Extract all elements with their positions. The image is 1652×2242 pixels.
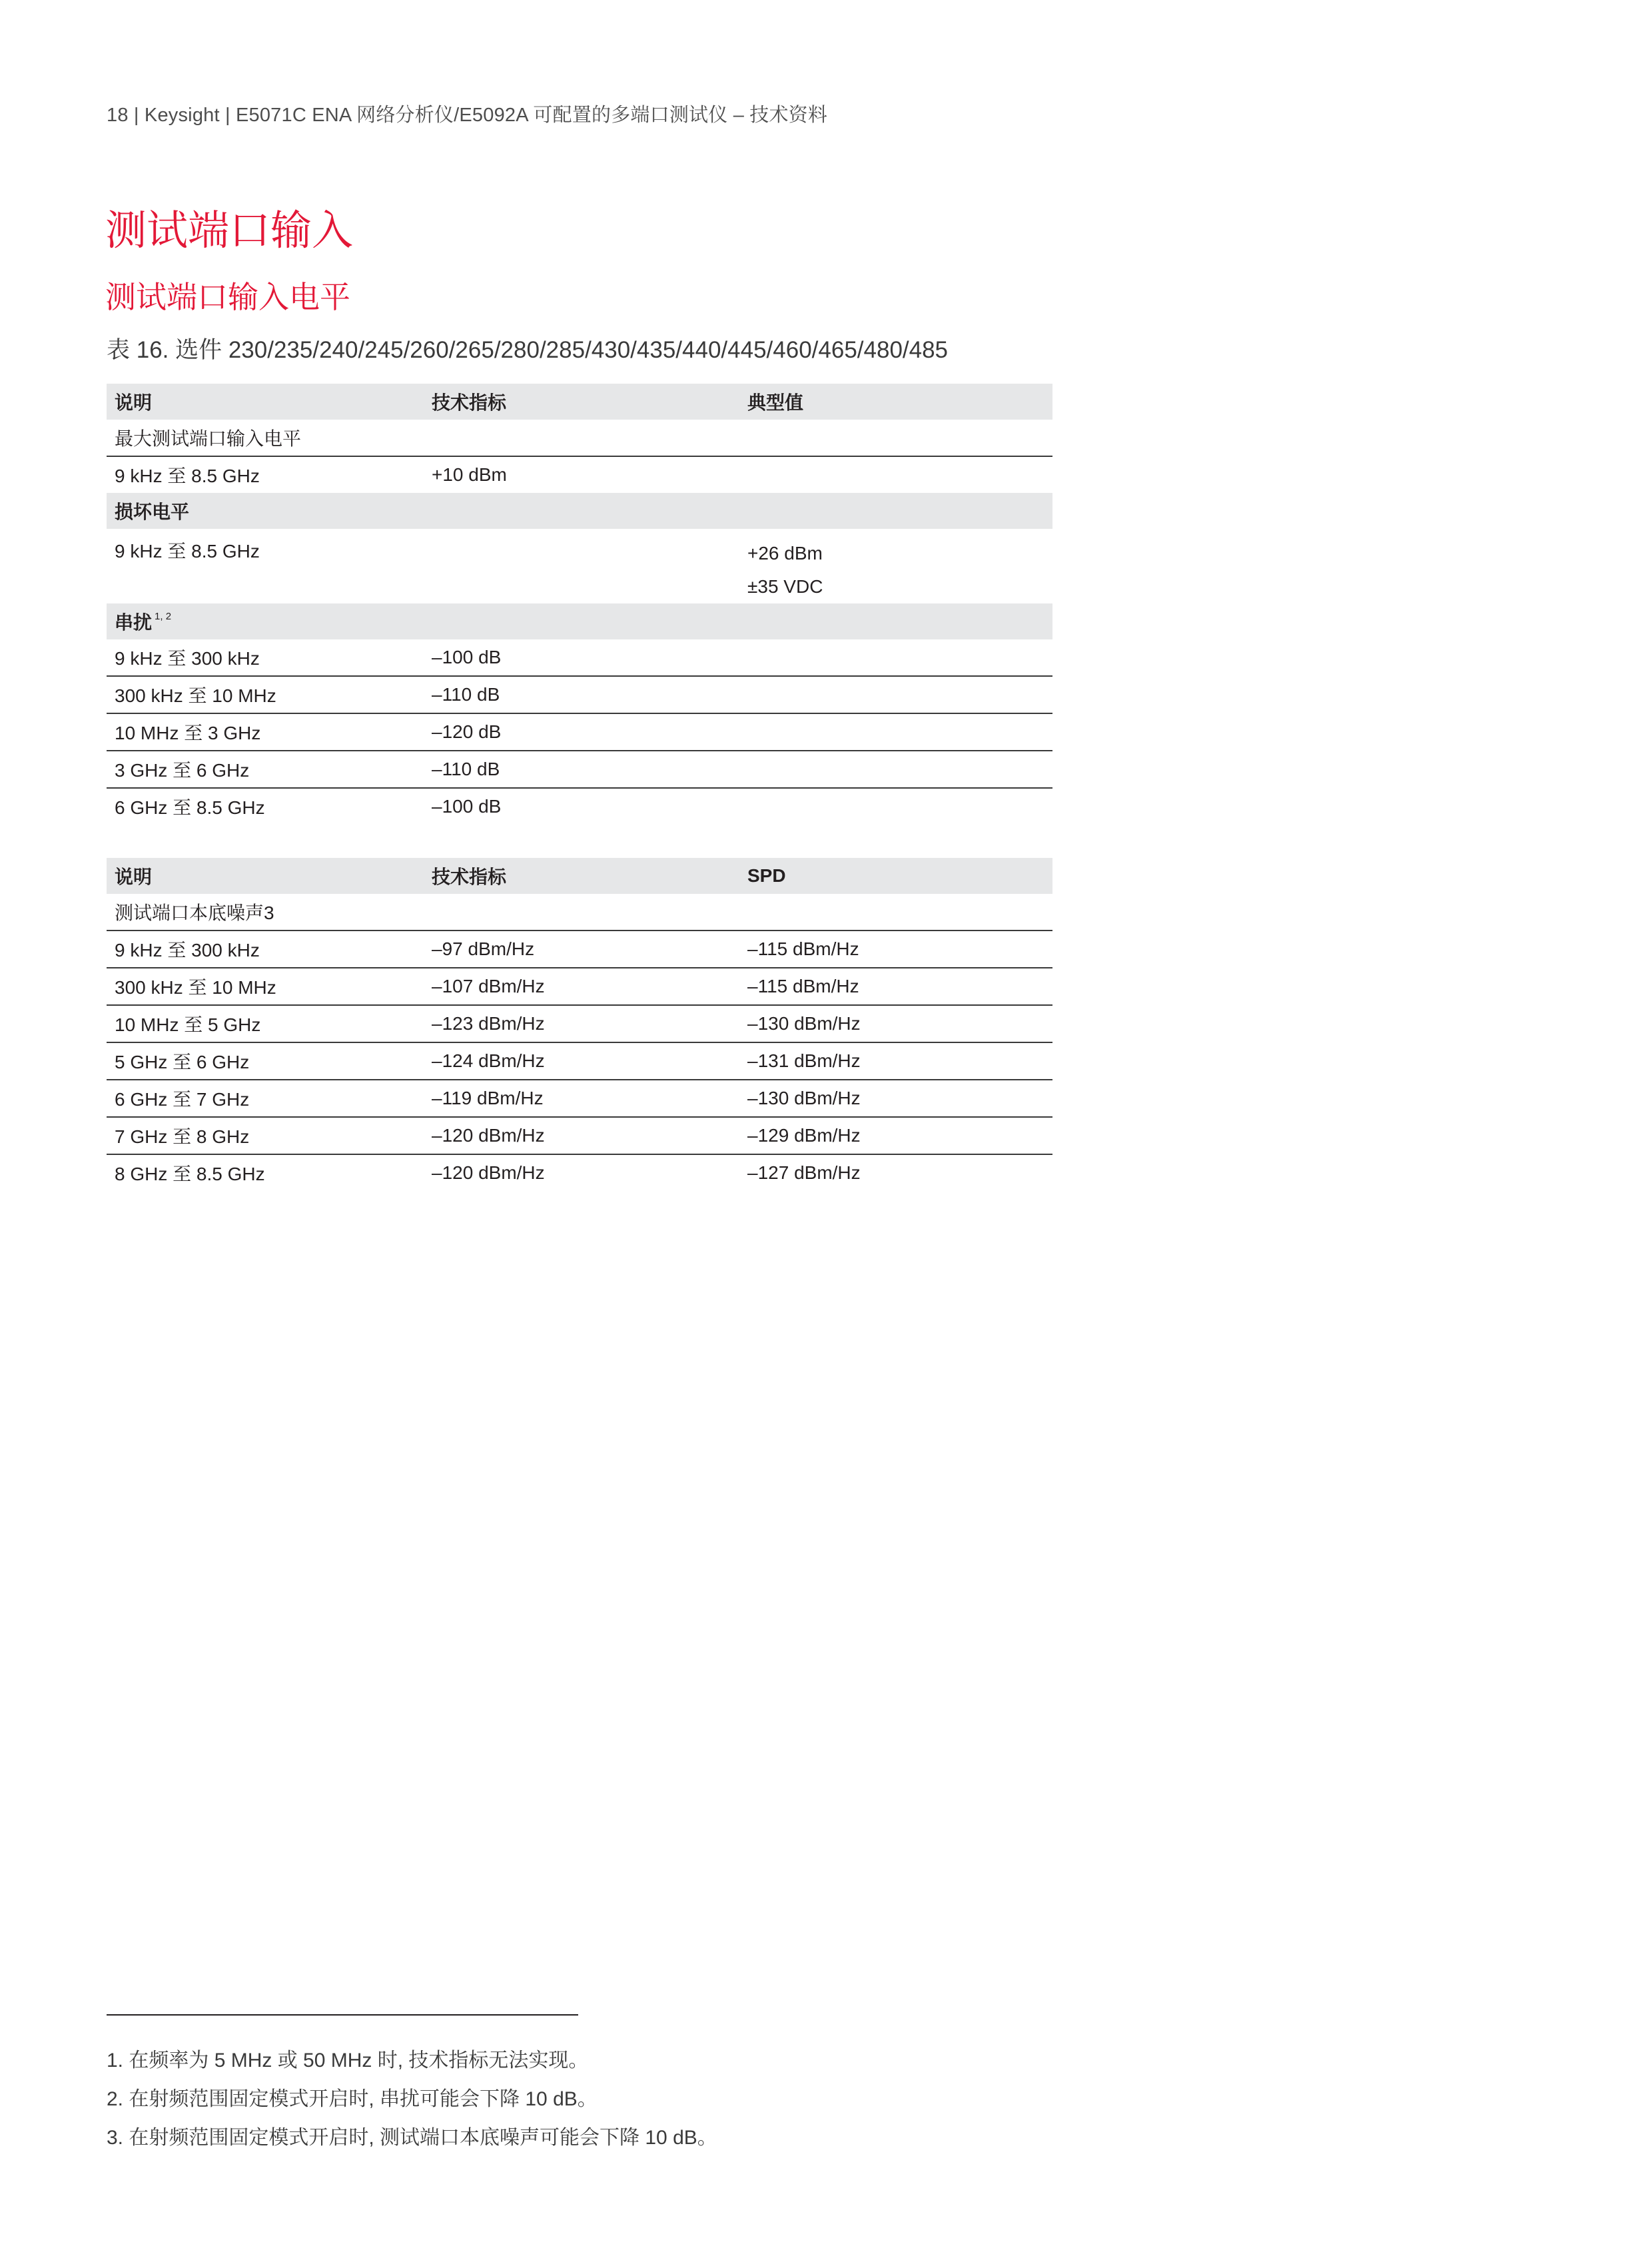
typical-value-2: ±35 VDC [747, 576, 823, 597]
cell-specification: –120 dB [424, 713, 739, 751]
cell-spd: –129 dBm/Hz [739, 1117, 1052, 1154]
cell-spd: –131 dBm/Hz [739, 1042, 1052, 1080]
cell-description: 9 kHz 至 8.5 GHz [115, 466, 260, 486]
header-description: 说明 [107, 858, 424, 894]
footnote-ref: 1, 2 [155, 611, 172, 622]
cell-description: 8 GHz 至 8.5 GHz [115, 1164, 265, 1184]
cell-typical [739, 676, 1052, 713]
input-level-table [107, 384, 1052, 825]
table-row [107, 639, 1052, 676]
cell-specification: –100 dB [424, 639, 739, 676]
table-row [107, 788, 1052, 825]
cell-specification: –120 dBm/Hz [424, 1117, 739, 1154]
group-label [107, 603, 1052, 639]
cell-description: 300 kHz 至 10 MHz [107, 968, 424, 1005]
noise-floor-table [107, 858, 1052, 1191]
cell-typical [739, 639, 1052, 676]
page-header: 18 | Keysight | E5071C ENA 网络分析仪/E5092A 可配置的多端口测试仪 – 技术资料 [107, 105, 828, 126]
cell-description: 6 GHz 至 8.5 GHz [115, 797, 265, 818]
cell-spd: –115 dBm/Hz [739, 968, 1052, 1005]
cell-spd: –130 dBm/Hz [739, 1080, 1052, 1117]
cell-spd: –115 dBm/Hz [739, 931, 1052, 968]
cell-typical [739, 456, 1052, 493]
table-row [107, 713, 1052, 751]
group-label-text: 串扰 [115, 612, 153, 633]
cell-typical [739, 788, 1052, 825]
footnote-2: 2. 在射频范围固定模式开启时, 串扰可能会下降 10 dB。 [107, 2088, 598, 2110]
cell-spd: –127 dBm/Hz [747, 1162, 861, 1183]
table-caption: 表 16. 选件 230/235/240/245/260/265/280/285/430/435/440/445/460/465/480/485 [107, 337, 949, 363]
table-row [107, 968, 1052, 1005]
cell-description: 9 kHz 至 8.5 GHz [115, 541, 260, 561]
header-specification: 技术指标 [424, 384, 739, 420]
table-row [107, 1154, 1052, 1191]
table-header-row [107, 384, 1052, 420]
header-description: 说明 [107, 384, 424, 420]
cell-specification: +10 dBm [432, 464, 507, 485]
table-header-row [107, 858, 1052, 894]
footnote-1: 1. 在频率为 5 MHz 或 50 MHz 时, 技术指标无法实现。 [107, 2050, 589, 2071]
cell-description: 5 GHz 至 6 GHz [107, 1042, 424, 1080]
table-row [107, 1080, 1052, 1117]
table-row [107, 1005, 1052, 1042]
typical-value-1: +26 dBm [747, 543, 823, 563]
cell-description: 9 kHz 至 300 kHz [107, 639, 424, 676]
cell-typical [739, 751, 1052, 788]
cell-specification: –120 dBm/Hz [432, 1162, 545, 1183]
header-typical: 典型值 [739, 384, 1052, 420]
cell-description: 300 kHz 至 10 MHz [107, 676, 424, 713]
section-title: 测试端口输入 [105, 208, 354, 254]
group-row-max-input [107, 420, 1052, 456]
cell-typical [739, 713, 1052, 751]
cell-specification: –124 dBm/Hz [424, 1042, 739, 1080]
cell-description: 6 GHz 至 7 GHz [107, 1080, 424, 1117]
cell-specification: –110 dB [424, 676, 739, 713]
group-row-noise-floor [107, 894, 1052, 931]
table-row [107, 676, 1052, 713]
table-row [107, 456, 1052, 493]
footnote-divider [107, 2014, 578, 2016]
cell-typical [739, 529, 1052, 603]
section-subtitle: 测试端口输入电平 [105, 280, 350, 314]
footnote-3: 3. 在射频范围固定模式开启时, 测试端口本底噪声可能会下降 10 dB。 [107, 2127, 717, 2149]
cell-description: 7 GHz 至 8 GHz [107, 1117, 424, 1154]
cell-specification [424, 529, 739, 603]
group-row-damage-level [107, 493, 1052, 529]
table-row [107, 1042, 1052, 1080]
cell-specification: –110 dB [424, 751, 739, 788]
cell-description: 10 MHz 至 3 GHz [107, 713, 424, 751]
table-row [107, 529, 1052, 603]
group-label: 测试端口本底噪声3 [107, 894, 1052, 931]
table-row [107, 751, 1052, 788]
cell-description: 9 kHz 至 300 kHz [107, 931, 424, 968]
cell-specification: –123 dBm/Hz [424, 1005, 739, 1042]
table-row [107, 1117, 1052, 1154]
cell-spd: –130 dBm/Hz [739, 1005, 1052, 1042]
cell-specification: –107 dBm/Hz [424, 968, 739, 1005]
table-row [107, 931, 1052, 968]
group-label: 损坏电平 [107, 493, 1052, 529]
cell-description: 10 MHz 至 5 GHz [107, 1005, 424, 1042]
header-specification: 技术指标 [424, 858, 739, 894]
cell-specification: –100 dB [432, 796, 502, 817]
cell-description: 3 GHz 至 6 GHz [107, 751, 424, 788]
header-spd: SPD [739, 858, 1052, 894]
group-row-crosstalk [107, 603, 1052, 639]
cell-specification: –97 dBm/Hz [424, 931, 739, 968]
group-label: 最大测试端口输入电平 [107, 420, 1052, 456]
cell-specification: –119 dBm/Hz [424, 1080, 739, 1117]
